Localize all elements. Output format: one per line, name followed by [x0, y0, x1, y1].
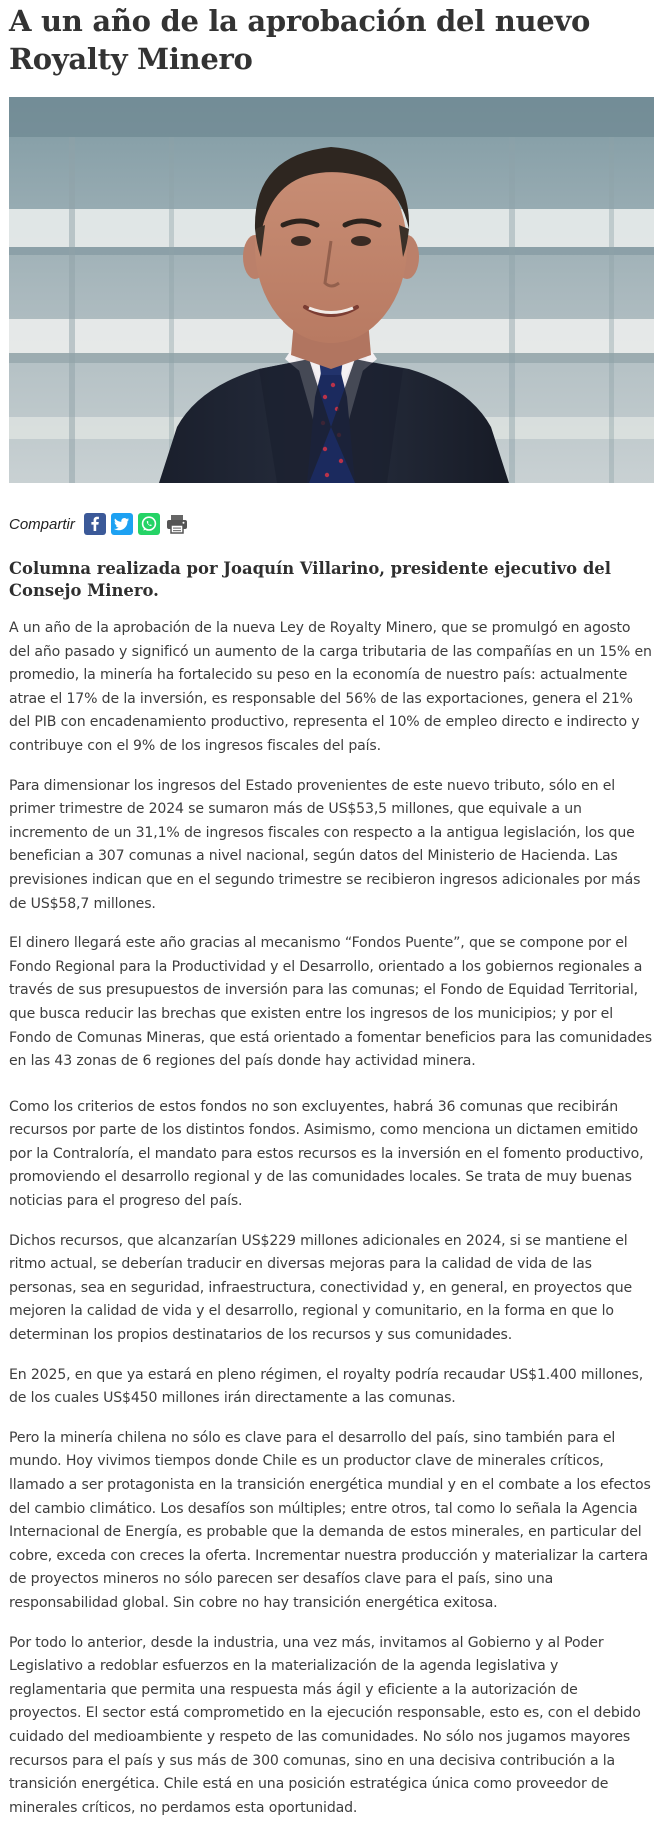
paragraph: Dichos recursos, que alcanzarían US$229 millones adicionales en 2024, si se mantiene el ritmo actual, se deberían traducir en diversas mejoras para la calidad de vida de las personas, sea en seguridad, infraestructura, conectividad y, en general, en proyectos que mejoren la calidad de vida y el desarrollo, regional y comunitario, en la forma en que lo determinan los propios destinatarios de los recursos y sus comunidades. [9, 1232, 633, 1344]
paragraph: A un año de la aprobación de la nueva Ley de Royalty Minero, que se promulgó en agosto del año pasado y significó un aumento de la carga tributaria de las compañías en un 15% en promedio, la minería ha fortalecido su peso en la economía de nuestro país: actualmente atrae el 17% de la inversión, es responsable del 56% de las exportaciones, genera el 21% del PIB con encadenamiento productivo, representa el 10% de empleo directo e indirecto y contribuye con el 9% de los ingresos fiscales del país. [9, 620, 652, 754]
twitter-icon [111, 513, 133, 535]
print-icon [165, 513, 189, 535]
article-title: A un año de la aprobación del nuevo Royalty Minero [9, 4, 591, 76]
hero-photo [9, 97, 654, 483]
article [9, 0, 654, 1816]
portrait-photo-icon [9, 97, 654, 483]
article-body [9, 617, 654, 1836]
share-bar [9, 511, 194, 537]
paragraph: Pero la minería chilena no sólo es clave para el desarrollo del país, sino también para el mundo. Hoy vivimos tiempos donde Chile es un productor clave de minerales críticos, llamado a ser protagonista en la transición energética mundial y en el combate a los efectos del cambio climático. Los desafíos son múltiples; entre otros, tal como lo señala la Agencia Internacional de Energía, es probable que la demanda de estos minerales, en particular del cobre, exceda con creces la oferta. Incrementar nuestra producción y materializar la cartera de proyectos mineros no sólo parecen ser desafíos clave para el país, sino una responsabilidad global. Sin cobre no hay transición energética exitosa. [9, 1429, 651, 1611]
twitter-share-button[interactable] [111, 513, 133, 535]
facebook-share-button[interactable] [84, 513, 106, 535]
paragraph: Por todo lo anterior, desde la industria, una vez más, invitamos al Gobierno y al Poder Legislativo a redoblar esfuerzos en la materialización de la agenda legislativa y reglamentaria que permita una respuesta más ágil y eficiente a la autorización de proyectos. El sector está comprometido en la ejecución responsable, esto es, con el debido cuidado del medioambiente y respeto de las comunidades. No sólo nos jugamos mayores recursos para el país y sus más de 300 comunas, sino en una decisiva contribución a la transición energética. Chile está en una posición estratégica única como proveedor de minerales críticos, no perdamos esta oportunidad. [9, 1634, 641, 1816]
whatsapp-share-button[interactable] [138, 513, 160, 535]
print-button[interactable] [165, 513, 189, 535]
article-subtitle: Columna realizada por Joaquín Villarino, presidente ejecutivo del Consejo Minero. [9, 559, 611, 600]
share-label: Compartir [9, 515, 75, 533]
facebook-icon [84, 513, 106, 535]
paragraph: El dinero llegará este año gracias al mecanismo “Fondos Puente”, que se compone por el Fondo Regional para la Productividad y el Desarrollo, orientado a los gobiernos regionales a través de sus presupuestos de inversión para las comunas; el Fondo de Equidad Territorial, que busca reducir las brechas que existen entre los ingresos de los municipios; y por el Fondo de Comunas Mineras, que está orientado a fomentar beneficios para las comunidades en las 43 zonas de 6 regiones del país donde hay actividad minera. [9, 935, 652, 1070]
whatsapp-icon [138, 513, 160, 535]
paragraph: Como los criterios de estos fondos no son excluyentes, habrá 36 comunas que recibirán recursos por parte de los distintos fondos. Asimismo, como menciona un dictamen emitido por la Contraloría, el mandato para estos recursos es la inversión en el fomento productivo, promoviendo el desarrollo regional y de las comunidades locales. Se trata de muy buenas noticias para el progreso del país. [9, 1098, 644, 1210]
paragraph: Para dimensionar los ingresos del Estado provenientes de este nuevo tributo, sólo en el primer trimestre de 2024 se sumaron más de US$53,5 millones, que equivale a un incremento de un 31,1% de ingresos fiscales con respecto a la antigua legislación, los que benefician a 307 comunas a nivel nacional, según datos del Ministerio de Hacienda. Las previsiones indican que en el segundo trimestre se recibieron ingresos adicionales por más de US$58,7 millones. [9, 777, 641, 912]
paragraph: En 2025, en que ya estará en pleno régimen, el royalty podría recaudar US$1.400 millones, de los cuales US$450 millones irán directamente a las comunas. [9, 1366, 644, 1407]
